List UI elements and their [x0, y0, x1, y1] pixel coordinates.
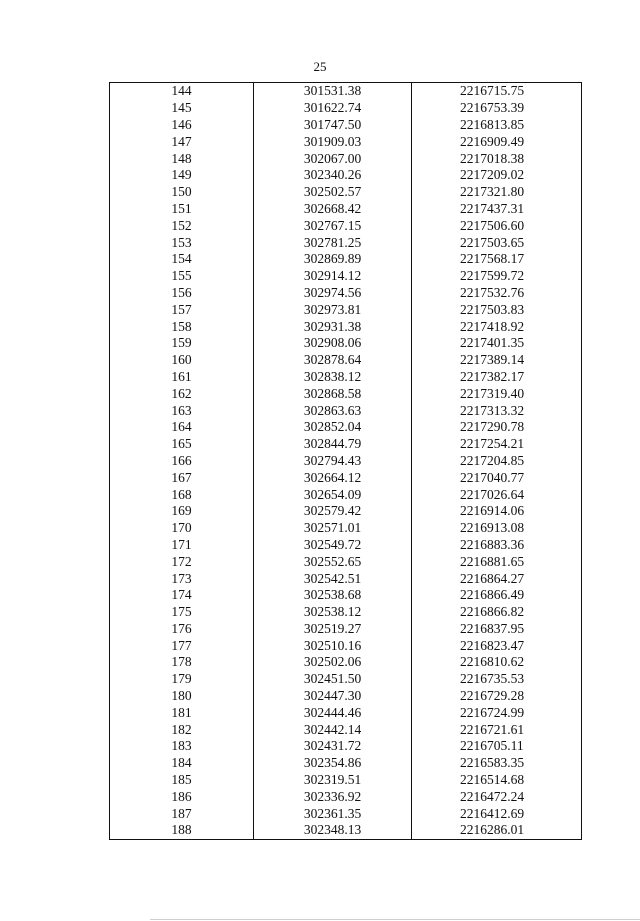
y-coordinate-cell: 2217599.72 — [412, 268, 582, 285]
y-coordinate-cell: 2216729.28 — [412, 688, 582, 705]
point-number-cell: 152 — [110, 217, 254, 234]
x-coordinate-cell: 301622.74 — [254, 100, 412, 117]
x-coordinate-cell: 302502.06 — [254, 654, 412, 671]
table-row — [110, 738, 582, 755]
point-number-cell: 154 — [110, 251, 254, 268]
y-coordinate-cell: 2217506.60 — [412, 217, 582, 234]
point-number-cell: 177 — [110, 637, 254, 654]
point-number-cell: 176 — [110, 621, 254, 638]
x-coordinate-cell: 301909.03 — [254, 133, 412, 150]
point-number-cell: 188 — [110, 822, 254, 839]
y-coordinate-cell: 2216721.61 — [412, 721, 582, 738]
page-number: 25 — [313, 59, 327, 74]
table-row — [110, 570, 582, 587]
table-row — [110, 520, 582, 537]
y-coordinate-cell: 2216514.68 — [412, 772, 582, 789]
y-coordinate-cell: 2216472.24 — [412, 788, 582, 805]
table-row — [110, 671, 582, 688]
table-row — [110, 553, 582, 570]
point-number-cell: 169 — [110, 503, 254, 520]
x-coordinate-cell: 302878.64 — [254, 352, 412, 369]
x-coordinate-cell: 302447.30 — [254, 688, 412, 705]
table-row — [110, 805, 582, 822]
x-coordinate-cell: 302444.46 — [254, 704, 412, 721]
point-number-cell: 149 — [110, 167, 254, 184]
table-row — [110, 217, 582, 234]
point-number-cell: 172 — [110, 553, 254, 570]
table-row — [110, 117, 582, 134]
point-number-cell: 163 — [110, 402, 254, 419]
y-coordinate-cell: 2217503.83 — [412, 301, 582, 318]
y-coordinate-cell: 2217389.14 — [412, 352, 582, 369]
point-number-cell: 166 — [110, 453, 254, 470]
point-number-cell: 147 — [110, 133, 254, 150]
y-coordinate-cell: 2217532.76 — [412, 285, 582, 302]
point-number-cell: 181 — [110, 704, 254, 721]
y-coordinate-cell: 2216914.06 — [412, 503, 582, 520]
table-row — [110, 234, 582, 251]
x-coordinate-cell: 302838.12 — [254, 369, 412, 386]
table-row — [110, 268, 582, 285]
table-row — [110, 587, 582, 604]
point-number-cell: 173 — [110, 570, 254, 587]
y-coordinate-cell: 2217437.31 — [412, 201, 582, 218]
y-coordinate-cell: 2216909.49 — [412, 133, 582, 150]
point-number-cell: 184 — [110, 755, 254, 772]
y-coordinate-cell: 2216881.65 — [412, 553, 582, 570]
coordinates-table — [109, 82, 582, 840]
table-row — [110, 537, 582, 554]
table-row — [110, 604, 582, 621]
point-number-cell: 155 — [110, 268, 254, 285]
y-coordinate-cell: 2216866.82 — [412, 604, 582, 621]
y-coordinate-cell: 2216583.35 — [412, 755, 582, 772]
x-coordinate-cell: 302863.63 — [254, 402, 412, 419]
y-coordinate-cell: 2216753.39 — [412, 100, 582, 117]
y-coordinate-cell: 2216813.85 — [412, 117, 582, 134]
table-row — [110, 385, 582, 402]
x-coordinate-cell: 301531.38 — [254, 83, 412, 100]
x-coordinate-cell: 302668.42 — [254, 201, 412, 218]
point-number-cell: 162 — [110, 385, 254, 402]
x-coordinate-cell: 302502.57 — [254, 184, 412, 201]
x-coordinate-cell: 302973.81 — [254, 301, 412, 318]
y-coordinate-cell: 2217313.32 — [412, 402, 582, 419]
y-coordinate-cell: 2216286.01 — [412, 822, 582, 839]
y-coordinate-cell: 2216837.95 — [412, 621, 582, 638]
table-row — [110, 822, 582, 839]
point-number-cell: 167 — [110, 469, 254, 486]
x-coordinate-cell: 301747.50 — [254, 117, 412, 134]
x-coordinate-cell: 302549.72 — [254, 537, 412, 554]
y-coordinate-cell: 2217319.40 — [412, 385, 582, 402]
x-coordinate-cell: 302431.72 — [254, 738, 412, 755]
table-row — [110, 469, 582, 486]
scan-edge-line — [150, 919, 640, 920]
x-coordinate-cell: 302654.09 — [254, 486, 412, 503]
x-coordinate-cell: 302664.12 — [254, 469, 412, 486]
table-row — [110, 83, 582, 100]
y-coordinate-cell: 2216715.75 — [412, 83, 582, 100]
table-row — [110, 721, 582, 738]
y-coordinate-cell: 2217401.35 — [412, 335, 582, 352]
table-row — [110, 352, 582, 369]
x-coordinate-cell: 302451.50 — [254, 671, 412, 688]
point-number-cell: 156 — [110, 285, 254, 302]
point-number-cell: 182 — [110, 721, 254, 738]
point-number-cell: 186 — [110, 788, 254, 805]
x-coordinate-cell: 302794.43 — [254, 453, 412, 470]
y-coordinate-cell: 2217254.21 — [412, 436, 582, 453]
point-number-cell: 153 — [110, 234, 254, 251]
point-number-cell: 148 — [110, 150, 254, 167]
x-coordinate-cell: 302852.04 — [254, 419, 412, 436]
table-row — [110, 318, 582, 335]
table-row — [110, 100, 582, 117]
x-coordinate-cell: 302319.51 — [254, 772, 412, 789]
y-coordinate-cell: 2217321.80 — [412, 184, 582, 201]
point-number-cell: 174 — [110, 587, 254, 604]
x-coordinate-cell: 302844.79 — [254, 436, 412, 453]
y-coordinate-cell: 2217382.17 — [412, 369, 582, 386]
point-number-cell: 165 — [110, 436, 254, 453]
x-coordinate-cell: 302510.16 — [254, 637, 412, 654]
point-number-cell: 161 — [110, 369, 254, 386]
y-coordinate-cell: 2217568.17 — [412, 251, 582, 268]
x-coordinate-cell: 302868.58 — [254, 385, 412, 402]
point-number-cell: 187 — [110, 805, 254, 822]
point-number-cell: 183 — [110, 738, 254, 755]
point-number-cell: 178 — [110, 654, 254, 671]
point-number-cell: 159 — [110, 335, 254, 352]
x-coordinate-cell: 302067.00 — [254, 150, 412, 167]
table-row — [110, 369, 582, 386]
y-coordinate-cell: 2217503.65 — [412, 234, 582, 251]
x-coordinate-cell: 302538.12 — [254, 604, 412, 621]
y-coordinate-cell: 2216735.53 — [412, 671, 582, 688]
point-number-cell: 144 — [110, 83, 254, 100]
x-coordinate-cell: 302908.06 — [254, 335, 412, 352]
table-row — [110, 704, 582, 721]
table-row — [110, 150, 582, 167]
point-number-cell: 170 — [110, 520, 254, 537]
table-row — [110, 133, 582, 150]
point-number-cell: 145 — [110, 100, 254, 117]
point-number-cell: 168 — [110, 486, 254, 503]
x-coordinate-cell: 302348.13 — [254, 822, 412, 839]
x-coordinate-cell: 302354.86 — [254, 755, 412, 772]
table-row — [110, 167, 582, 184]
point-number-cell: 157 — [110, 301, 254, 318]
x-coordinate-cell: 302974.56 — [254, 285, 412, 302]
y-coordinate-cell: 2216913.08 — [412, 520, 582, 537]
x-coordinate-cell: 302519.27 — [254, 621, 412, 638]
y-coordinate-cell: 2217026.64 — [412, 486, 582, 503]
x-coordinate-cell: 302538.68 — [254, 587, 412, 604]
point-number-cell: 158 — [110, 318, 254, 335]
x-coordinate-cell: 302869.89 — [254, 251, 412, 268]
y-coordinate-cell: 2216412.69 — [412, 805, 582, 822]
x-coordinate-cell: 302552.65 — [254, 553, 412, 570]
table-row — [110, 621, 582, 638]
x-coordinate-cell: 302442.14 — [254, 721, 412, 738]
y-coordinate-cell: 2216864.27 — [412, 570, 582, 587]
table-row — [110, 301, 582, 318]
x-coordinate-cell: 302571.01 — [254, 520, 412, 537]
table-row — [110, 184, 582, 201]
y-coordinate-cell: 2216883.36 — [412, 537, 582, 554]
table-row — [110, 772, 582, 789]
y-coordinate-cell: 2217209.02 — [412, 167, 582, 184]
point-number-cell: 180 — [110, 688, 254, 705]
y-coordinate-cell: 2217418.92 — [412, 318, 582, 335]
coordinates-table-body — [110, 83, 582, 840]
table-row — [110, 436, 582, 453]
y-coordinate-cell: 2216823.47 — [412, 637, 582, 654]
x-coordinate-cell: 302781.25 — [254, 234, 412, 251]
point-number-cell: 179 — [110, 671, 254, 688]
table-row — [110, 688, 582, 705]
table-row — [110, 201, 582, 218]
y-coordinate-cell: 2217290.78 — [412, 419, 582, 436]
x-coordinate-cell: 302767.15 — [254, 217, 412, 234]
table-row — [110, 453, 582, 470]
y-coordinate-cell: 2216866.49 — [412, 587, 582, 604]
point-number-cell: 185 — [110, 772, 254, 789]
x-coordinate-cell: 302361.35 — [254, 805, 412, 822]
x-coordinate-cell: 302579.42 — [254, 503, 412, 520]
x-coordinate-cell: 302931.38 — [254, 318, 412, 335]
table-row — [110, 335, 582, 352]
point-number-cell: 150 — [110, 184, 254, 201]
y-coordinate-cell: 2217204.85 — [412, 453, 582, 470]
table-row — [110, 654, 582, 671]
table-row — [110, 486, 582, 503]
x-coordinate-cell: 302336.92 — [254, 788, 412, 805]
y-coordinate-cell: 2217040.77 — [412, 469, 582, 486]
y-coordinate-cell: 2216724.99 — [412, 704, 582, 721]
y-coordinate-cell: 2216705.11 — [412, 738, 582, 755]
y-coordinate-cell: 2217018.38 — [412, 150, 582, 167]
table-row — [110, 251, 582, 268]
point-number-cell: 164 — [110, 419, 254, 436]
table-row — [110, 788, 582, 805]
point-number-cell: 175 — [110, 604, 254, 621]
table-row — [110, 419, 582, 436]
point-number-cell: 151 — [110, 201, 254, 218]
x-coordinate-cell: 302914.12 — [254, 268, 412, 285]
table-row — [110, 285, 582, 302]
table-row — [110, 402, 582, 419]
table-row — [110, 503, 582, 520]
y-coordinate-cell: 2216810.62 — [412, 654, 582, 671]
x-coordinate-cell: 302340.26 — [254, 167, 412, 184]
point-number-cell: 160 — [110, 352, 254, 369]
table-row — [110, 637, 582, 654]
x-coordinate-cell: 302542.51 — [254, 570, 412, 587]
point-number-cell: 171 — [110, 537, 254, 554]
table-row — [110, 755, 582, 772]
point-number-cell: 146 — [110, 117, 254, 134]
